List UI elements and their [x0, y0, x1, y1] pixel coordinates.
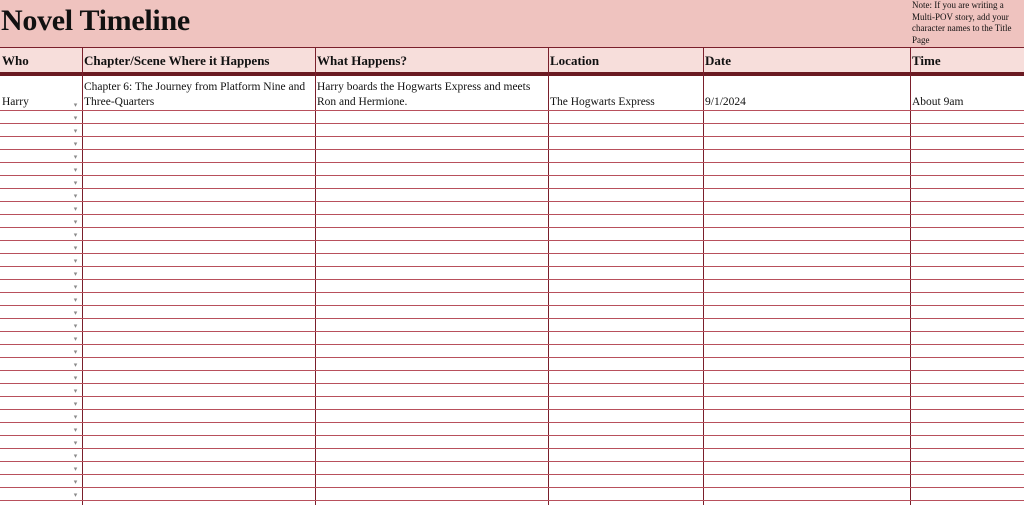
- row-divider: [0, 318, 1024, 319]
- dropdown-arrow-icon[interactable]: ▾: [73, 205, 78, 213]
- column-divider: [910, 47, 911, 505]
- row-divider: [0, 344, 1024, 345]
- dropdown-arrow-icon[interactable]: ▾: [73, 166, 78, 174]
- row-divider: [0, 292, 1024, 293]
- cell-chapter-line1[interactable]: Chapter 6: The Journey from Platform Nine and: [84, 81, 306, 93]
- dropdown-arrow-icon[interactable]: ▾: [73, 127, 78, 135]
- column-divider: [315, 47, 316, 505]
- row-divider: [0, 448, 1024, 449]
- dropdown-arrow-icon[interactable]: ▾: [73, 283, 78, 291]
- row-divider: [0, 435, 1024, 436]
- dropdown-arrow-icon[interactable]: ▾: [73, 426, 78, 434]
- row-divider: [0, 188, 1024, 189]
- row-divider: [0, 500, 1024, 501]
- row-divider: [0, 266, 1024, 267]
- row-divider: [0, 175, 1024, 176]
- dropdown-arrow-icon[interactable]: ▾: [73, 140, 78, 148]
- dropdown-arrow-icon[interactable]: ▾: [73, 335, 78, 343]
- column-divider: [548, 47, 549, 505]
- dropdown-arrow-icon[interactable]: ▾: [73, 491, 78, 499]
- dropdown-arrow-icon[interactable]: ▾: [73, 400, 78, 408]
- cell-location[interactable]: The Hogwarts Express: [550, 96, 655, 108]
- header-location[interactable]: Location: [550, 53, 600, 68]
- dropdown-arrow-icon[interactable]: ▾: [73, 296, 78, 304]
- row-divider: [0, 253, 1024, 254]
- dropdown-arrow-icon[interactable]: ▾: [73, 322, 78, 330]
- row-divider: [0, 110, 1024, 111]
- row-divider: [0, 123, 1024, 124]
- cell-date[interactable]: 9/1/2024: [705, 96, 746, 108]
- column-divider: [703, 47, 704, 505]
- dropdown-arrow-icon[interactable]: ▾: [73, 452, 78, 460]
- cell-what-line1[interactable]: Harry boards the Hogwarts Express and meets: [317, 81, 531, 93]
- cell-chapter-line2[interactable]: Three-Quarters: [84, 96, 155, 108]
- dropdown-arrow-icon[interactable]: ▾: [73, 361, 78, 369]
- row-divider: [0, 149, 1024, 150]
- dropdown-arrow-icon[interactable]: ▾: [73, 413, 78, 421]
- header-chapter[interactable]: Chapter/Scene Where it Happens: [84, 53, 270, 68]
- note-text[interactable]: Note: If you are writing a Multi-POV story, add your character names to the Title Page: [912, 0, 1012, 45]
- dropdown-arrow-icon[interactable]: ▾: [73, 244, 78, 252]
- cell-time[interactable]: About 9am: [912, 96, 964, 108]
- dropdown-arrow-icon[interactable]: ▾: [73, 101, 78, 109]
- dropdown-arrow-icon[interactable]: ▾: [73, 114, 78, 122]
- page-title[interactable]: Novel Timeline: [1, 4, 190, 37]
- dropdown-arrow-icon[interactable]: ▾: [73, 270, 78, 278]
- header-row: [0, 47, 1024, 73]
- row-divider: [0, 136, 1024, 137]
- row-divider: [0, 383, 1024, 384]
- dropdown-arrow-icon[interactable]: ▾: [73, 218, 78, 226]
- row-divider: [0, 422, 1024, 423]
- dropdown-arrow-icon[interactable]: ▾: [73, 374, 78, 382]
- dropdown-arrow-icon[interactable]: ▾: [73, 179, 78, 187]
- row-divider: [0, 357, 1024, 358]
- header-date[interactable]: Date: [705, 53, 731, 68]
- row-divider: [0, 227, 1024, 228]
- dropdown-arrow-icon[interactable]: ▾: [73, 387, 78, 395]
- dropdown-arrow-icon[interactable]: ▾: [73, 257, 78, 265]
- row-divider: [0, 240, 1024, 241]
- row-divider: [0, 305, 1024, 306]
- header-time[interactable]: Time: [912, 53, 941, 68]
- row-divider: [0, 396, 1024, 397]
- dropdown-arrow-icon[interactable]: ▾: [73, 309, 78, 317]
- row-divider: [0, 162, 1024, 163]
- row-divider: [0, 331, 1024, 332]
- row-divider: [0, 474, 1024, 475]
- row-divider: [0, 279, 1024, 280]
- dropdown-arrow-icon[interactable]: ▾: [73, 439, 78, 447]
- dropdown-arrow-icon[interactable]: ▾: [73, 153, 78, 161]
- dropdown-arrow-icon[interactable]: ▾: [73, 478, 78, 486]
- row-divider: [0, 370, 1024, 371]
- column-divider: [82, 47, 83, 505]
- header-who[interactable]: Who: [2, 53, 29, 68]
- header-divider: [0, 72, 1024, 76]
- row-divider: [0, 201, 1024, 202]
- row-divider: [0, 461, 1024, 462]
- dropdown-arrow-icon[interactable]: ▾: [73, 348, 78, 356]
- cell-who[interactable]: Harry: [2, 96, 29, 108]
- header-what-happens[interactable]: What Happens?: [317, 53, 407, 68]
- row-divider: [0, 487, 1024, 488]
- row-divider: [0, 214, 1024, 215]
- dropdown-arrow-icon[interactable]: ▾: [73, 465, 78, 473]
- cell-what-line2[interactable]: Ron and Hermione.: [317, 96, 408, 108]
- dropdown-arrow-icon[interactable]: ▾: [73, 192, 78, 200]
- dropdown-arrow-icon[interactable]: ▾: [73, 231, 78, 239]
- row-divider: [0, 409, 1024, 410]
- title-band: [0, 0, 1024, 47]
